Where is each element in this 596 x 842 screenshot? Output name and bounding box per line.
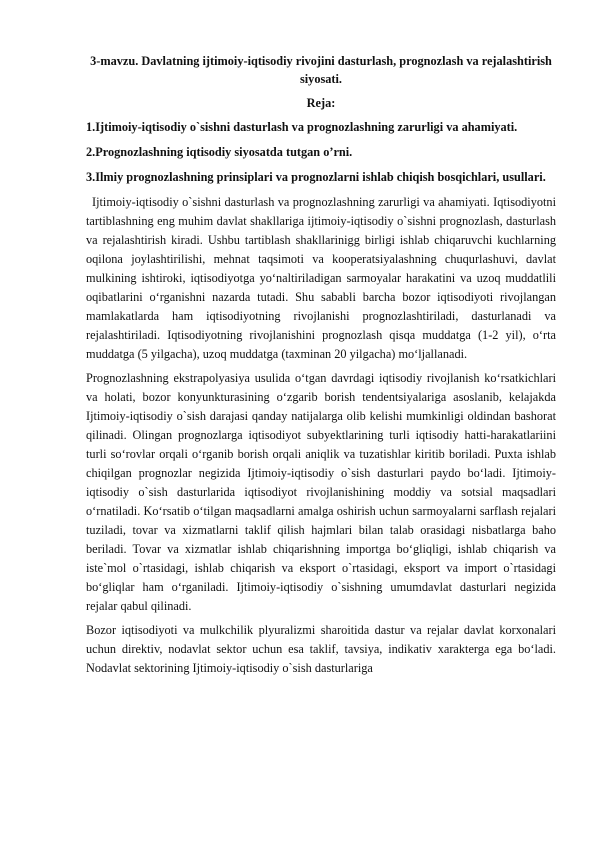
body-paragraph-1: Ijtimoiy-iqtisodiy o`sishni dasturlash va prognozlashning zarurligi va ahamiyati. Iqtisodiyotni tartiblashning eng muhim davlat shakllariga ijtimoiy-iqtisodiy o`sishni prognozlash, dasturlash va rejalashtirish kiradi. Ushbu tartiblash shakllarinigg birligi ishlab chiqaruvchi kuchlarning oqilona joylashtirilishi, mehnat taqsimoti va kooperatsiyalashning chuqurlashuvi, davlat mulkining ishtiroki, iqtisodiyotga yo‘naltiriladigan sarmoyalar harakatini va uzoq muddatlili oqibatlarini o‘rganishni nazarda tutadi. Shu sababli barcha bozor iqtisodiyoti rivojlangan mamlakatlarda ham iqtisodiyotning rivojlanishi prognozlashtiriladi, dasturlanadi va rejalashtiriladi. Iqtisodiyotning rivojlanishini prognozlash qisqa muddatga (1-2 yil), o‘rta muddatga (5 yilgacha), uzoq muddatga (taxminan 20 yilgacha) mo‘ljallanadi. [86,195,556,361]
plan-heading: Reja: [306,96,336,110]
body-paragraph-2: Prognozlashning ekstrapolyasiya usulida o‘tgan davrdagi iqtisodiy rivojlanish ko‘rsatkichlari va holati, bozor konyunkturasining o‘zgarib borish tendentsiyalariga asoslanib, kelajakda Ijtimoiy-iqtisodiy o`sish darajasi qanday natijalarga olib kelishi mumkinligi oldindan bashorat qilinadi. Olingan prognozlarga iqtisodiyot subyektlarining turli iqtisodiy hatti-harakatlariini turli so‘rovlar orqali o‘rganib borish orqali aniqlik va tuzatishlar kiritib boriladi. Puxta ishlab chiqilgan prognozlar negizida Ijtimoiy-iqtisodiy o`sish dasturlari paydo bo‘ladi. Ijtimoiy-iqtisodiy o`sish dasturlarida iqtisodiyot rivojlanishining moddiy va sotsial maqsadlari o‘rnatiladi. Ko‘rsatib o‘tilgan maqsadlarni amalga oshirish uchun sarmoyalarni sarflash rejalari tuziladi, tovar va xizmatlarni taklif qilish hajmlari bilan talab orasidagi nisbatlarga baho beriladi. Tovar va xizmatlar ishlab chiqarishning importga bo‘gliqligi, ishlab chiqarish va iste`mol o`rtasidagi, ishlab chiqarish va eksport o`rtasidagi, eksport va import o`rtasidagi bo‘gliqlar ham o‘rganiladi. Ijtimoiy-iqtisodiy o`sishning umumdavlat dasturlari negizida rejalar qabul qilinadi. [86,371,556,613]
plan-item-2: 2.Prognozlashning iqtisodiy siyosatda tutgan o’rni. [86,145,353,159]
body-paragraph-3: Bozor iqtisodiyoti va mulkchilik plyuralizmi sharoitida dastur va rejalar davlat korxonalari uchun direktiv, nodavlat sektor uchun esa taklif, tavsiya, indikativ xarakterga ega bo‘ladi. Nodavlat sektorining Ijtimoiy-iqtisodiy o`sish dasturlariga [86,623,556,675]
plan-item-1: 1.Ijtimoiy-iqtisodiy o`sishni dasturlash va prognozlashning zarurligi va ahamiyati. [86,120,518,134]
document-title: 3-mavzu. Davlatning ijtimoiy-iqtisodiy rivojini dasturlash, prognozlash va rejalashtirish siyosati. [90,54,552,86]
plan-item-3: 3.Ilmiy prognozlashning prinsiplari va prognozlarni ishlab chiqish bosqichlari, usullari. [86,170,546,184]
document-page [86,52,556,683]
